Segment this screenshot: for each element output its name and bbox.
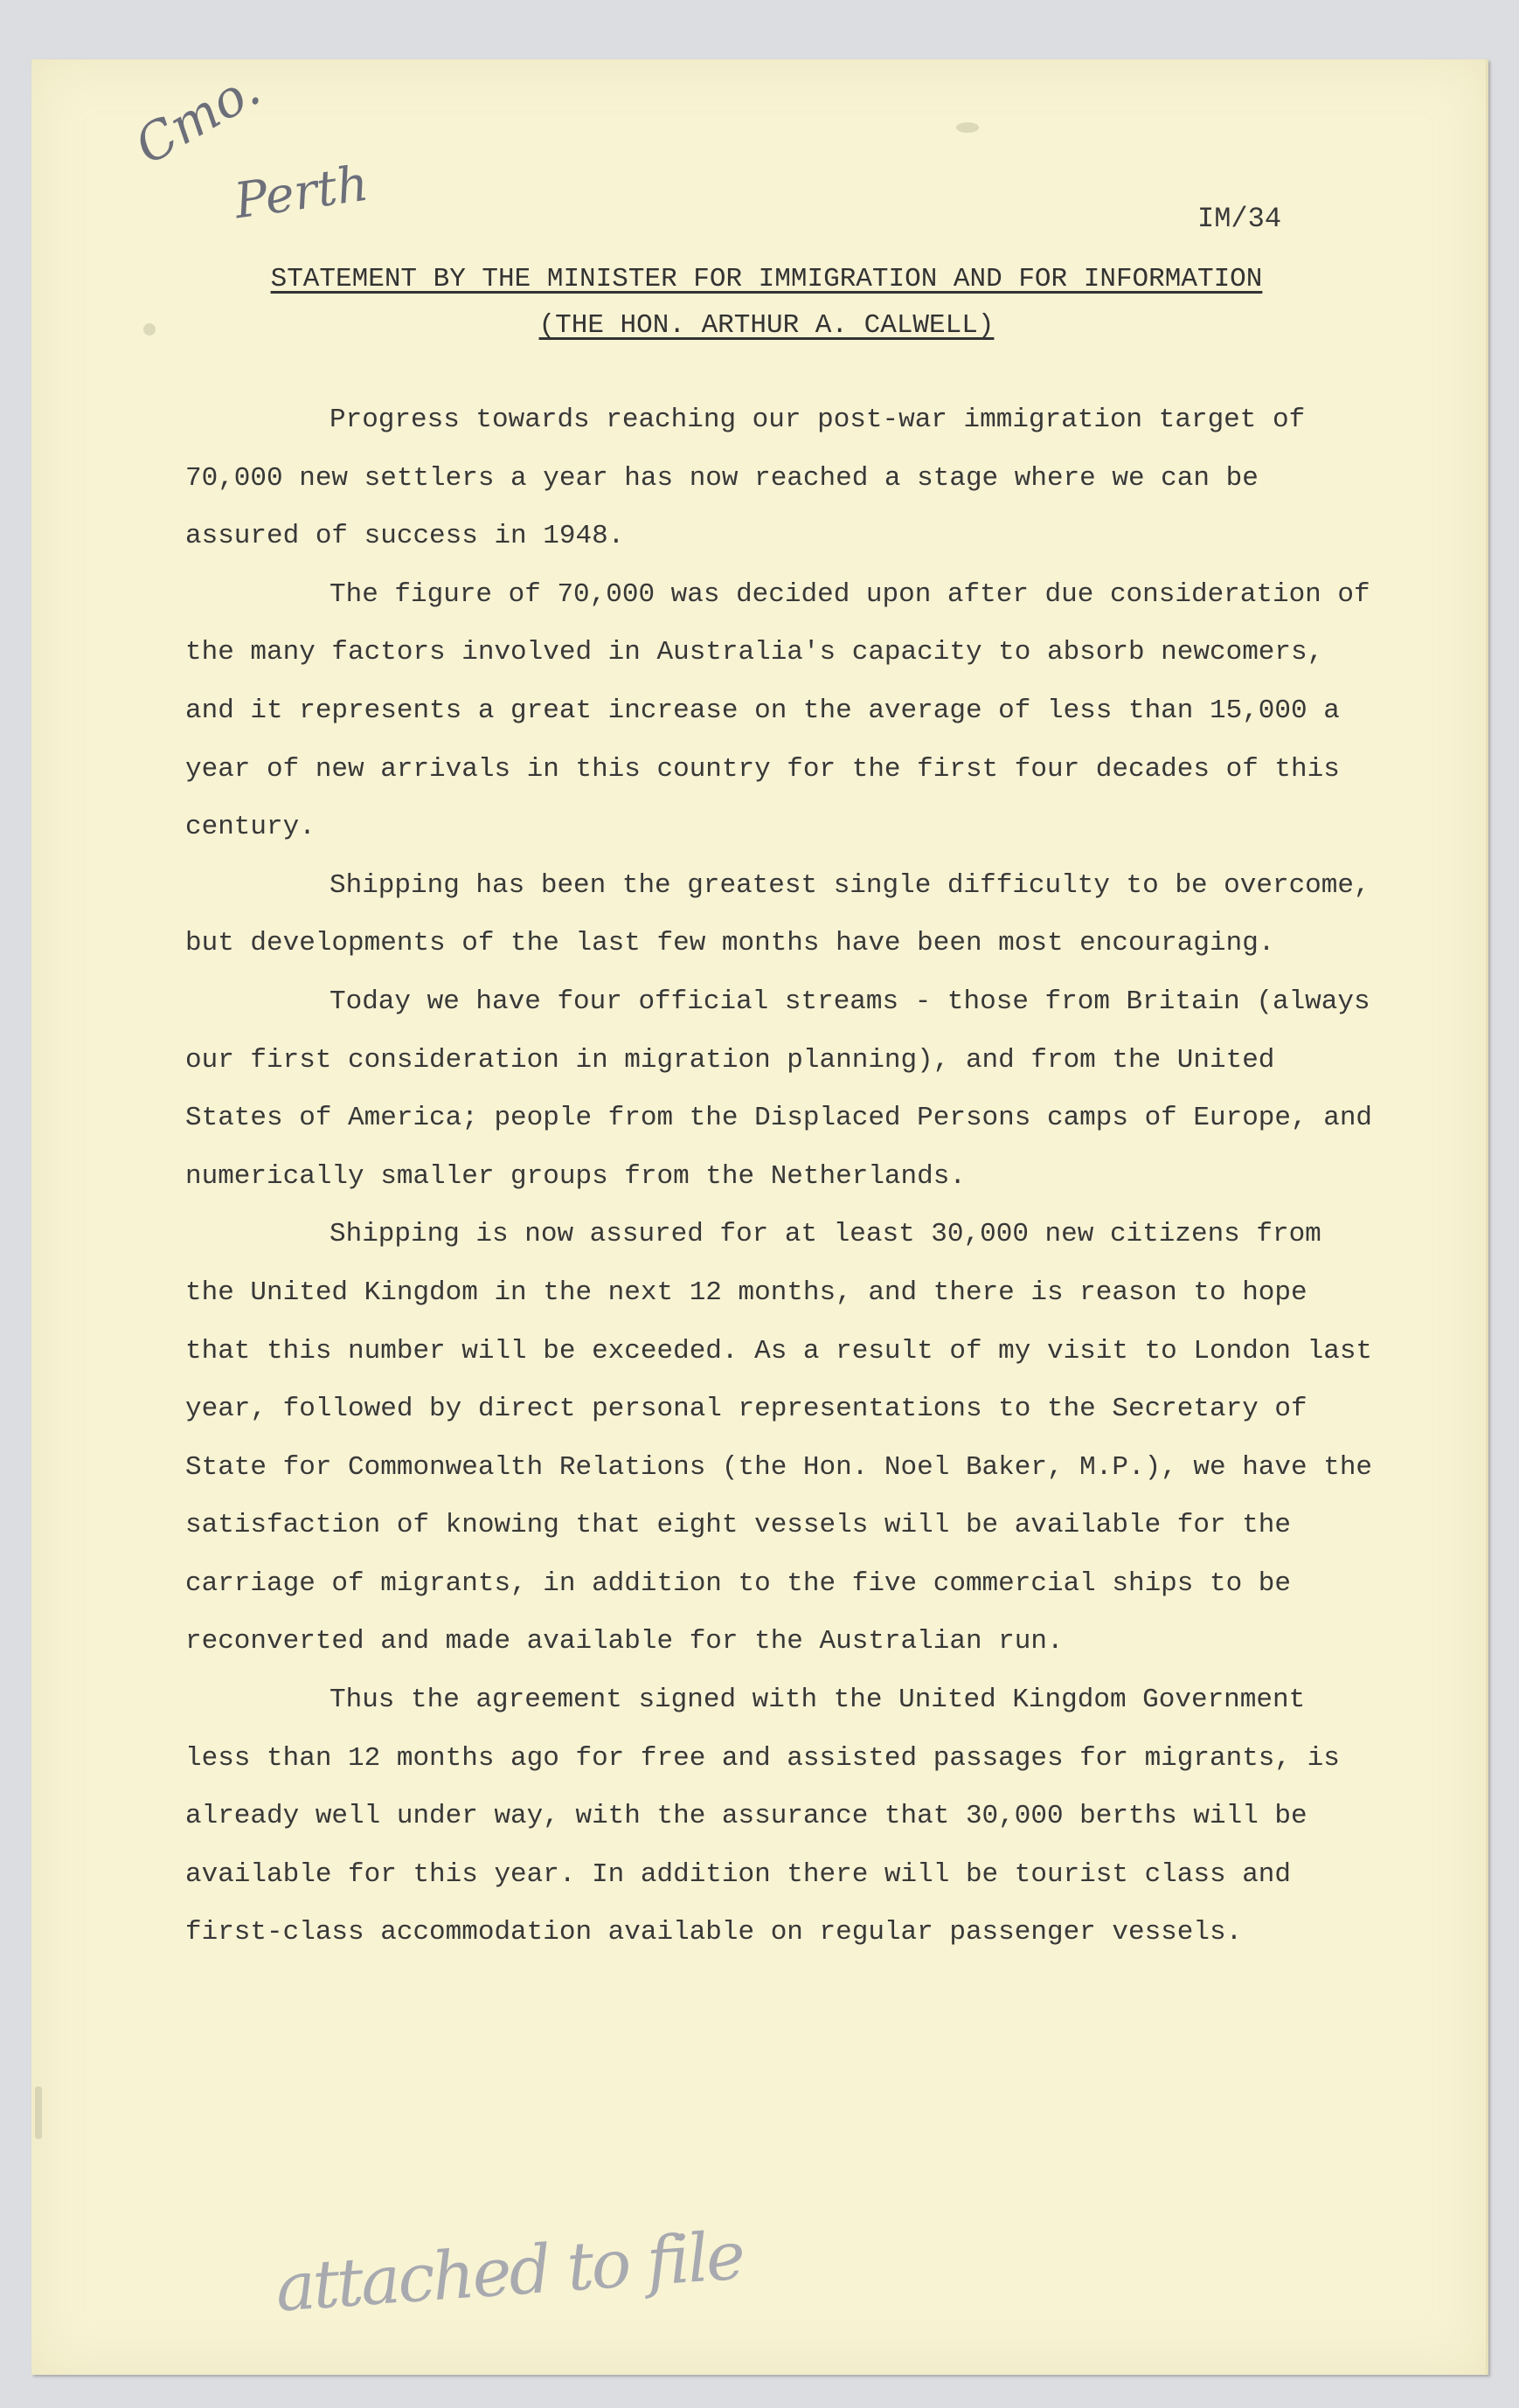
- handwritten-annotation-top-1: Cmo.: [125, 58, 270, 176]
- handwritten-annotation-bottom: attached to file: [273, 2216, 746, 2327]
- document-heading-line-2: (THE HON. ARTHUR A. CALWELL): [538, 310, 995, 341]
- paper-mark: [35, 2086, 42, 2139]
- paper-mark: [143, 323, 156, 336]
- paragraph: Today we have four official streams - those from Britain (always our first consideration in migration planning), and from the United States of America; people from the Displaced Persons camps of Europe, and numerically smaller groups from the Netherlands.: [185, 986, 1373, 1192]
- paragraph: Progress towards reaching our post-war immigration target of 70,000 new settlers a year has now reached a stage where we can be assured of success in 1948.: [185, 405, 1306, 552]
- handwritten-annotation-top-2: Perth: [231, 155, 372, 231]
- paper-mark: [956, 122, 979, 133]
- paragraph: Thus the agreement signed with the United Kingdom Government less than 12 months ago for free and assisted passages for migrants, is already well under way, with the assurance that 30,000 berths will be available for this year. In addition there will be tourist class and first-class accommodation available on regular passenger vessels.: [185, 1685, 1340, 1948]
- document-reference: IM/34: [1197, 203, 1282, 235]
- paragraph: Shipping is now assured for at least 30,000 new citizens from the United Kingdom in the next 12 months, and there is reason to hope that this number will be exceeded. As a result of my visit to London last year, followed by direct personal representations to the Secretary of State for Commonwealth Relations (the Hon. Noel Baker, M.P.), we have the satisfaction of knowing that eight vessels will be available for the carriage of migrants, in addition to the five commercial ships to be reconverted and made available for the Australian run.: [185, 1219, 1373, 1657]
- paragraph: The figure of 70,000 was decided upon after due consideration of the many factors involved in Australia's capacity to absorb newcomers, and it represents a great increase on the average of less than 15,000 a year of new arrivals in this country for the first four decades of this century.: [185, 578, 1370, 843]
- document-heading-line-1: STATEMENT BY THE MINISTER FOR IMMIGRATION AND FOR INFORMATION: [270, 264, 1263, 294]
- paragraph: Shipping has been the greatest single difficulty to be overcome, but developments of the last few months have been most encouraging.: [185, 869, 1370, 959]
- document-body: [185, 391, 1374, 1962]
